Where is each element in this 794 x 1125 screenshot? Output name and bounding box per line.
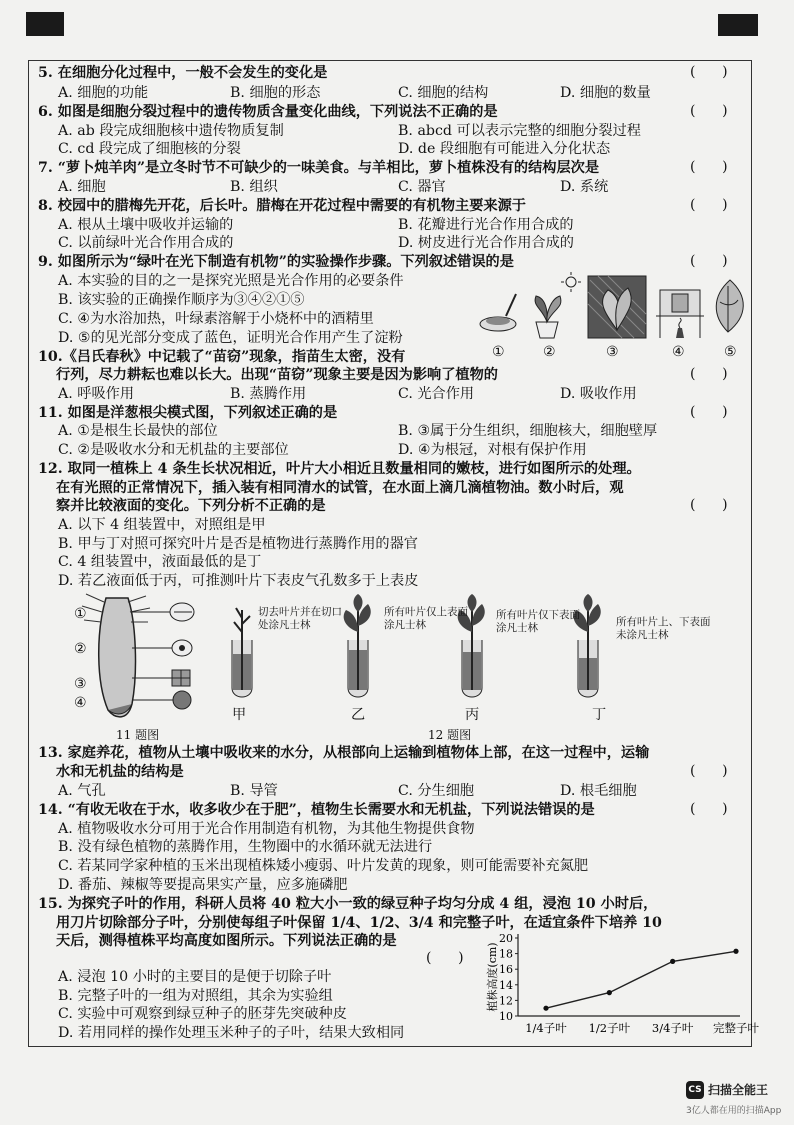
q11-option-c: C. ②是吸收水分和无机盐的主要部位 (58, 442, 289, 458)
q9-experiment-figure (476, 272, 756, 344)
root-label-4: ④ (74, 695, 87, 711)
q15-stem-line-2: 用刀片切除部分子叶，分别使每组子叶保留 1/4、1/2、3/4 和完整子叶，在适宜条件下培养 10 (56, 915, 662, 931)
tube-bing-note: 所有叶片仅下表面涂凡士林 (496, 609, 580, 634)
q15-answer-blank[interactable]: ( ) (426, 950, 464, 966)
q12-stem-line-1: 12. 取同一植株上 4 条生长状况相近，叶片大小相近且数量相同的嫩枝，进行如图所示的处理。 (38, 461, 641, 477)
chart-x-ticks (525, 1021, 759, 1035)
q6-answer-blank[interactable]: ( ) (690, 103, 728, 119)
tube-ding-note: 所有叶片上、下表面未涂凡士林 (616, 616, 711, 641)
q9-fig-label-3: ③ (606, 344, 619, 360)
q10-option-d: D. 吸收作用 (560, 386, 637, 402)
data-point (607, 990, 612, 995)
q10-option-c: C. 光合作用 (398, 386, 475, 402)
q15-stem-line-1: 15. 为探究子叶的作用，科研人员将 40 粒大小一致的绿豆种子均匀分成 4 组，浸泡 10 小时后， (38, 896, 658, 912)
q12-stem-line-2: 在有光照的正常情况下，插入装有相同清水的试管，在水面上滴几滴植物油。数小时后，观 (56, 480, 624, 496)
q12-answer-blank[interactable]: ( ) (690, 497, 728, 513)
tube-jia-label: 甲 (232, 707, 247, 723)
cell-detail-1-icon (170, 603, 194, 621)
chart-y-label: 植株高度(cm) (486, 942, 499, 1012)
chart-series-line (546, 951, 736, 1008)
cell-detail-2-icon (172, 640, 192, 656)
x-tick-label: 1/4子叶 (525, 1021, 567, 1035)
q5-option-a: A. 细胞的功能 (58, 85, 149, 101)
q5-option-d: D. 细胞的数量 (560, 85, 651, 101)
step-2-potted-plant-icon (535, 272, 581, 338)
q14-option-d: D. 番茄、辣椒等要提高果实产量，应多施磷肥 (58, 877, 348, 893)
x-tick-label: 3/4子叶 (651, 1021, 694, 1035)
q14-option-c: C. 若某同学家种植的玉米出现植株矮小瘦弱、叶片发黄的现象，则可能需要补充氮肥 (58, 858, 589, 874)
q12-option-b: B. 甲与丁对照可探究叶片是否是植物进行蒸腾作用的器官 (58, 536, 418, 552)
q5-answer-blank[interactable]: ( ) (690, 64, 728, 80)
x-tick-label: 1/2子叶 (588, 1021, 631, 1035)
q11-stem: 11. 如图是洋葱根尖模式图，下列叙述正确的是 (38, 405, 338, 421)
step-1-dish-icon (480, 294, 516, 331)
y-tick-label: 20 (499, 932, 513, 945)
q8-option-d: D. 树皮进行光合作用合成的 (398, 235, 574, 251)
q8-stem: 8. 校园中的腊梅先开花，后长叶。腊梅在开花过程中需要的有机物主要来源于 (38, 198, 526, 214)
q13-answer-blank[interactable]: ( ) (690, 763, 728, 779)
y-tick-label: 14 (499, 978, 513, 992)
q13-option-c: C. 分生细胞 (398, 783, 475, 799)
q9-answer-blank[interactable]: ( ) (690, 253, 728, 269)
q7-stem: 7. “萝卜炖羊肉”是立冬时节不可缺少的一味美食。与羊相比，萝卜植株没有的结构层次是 (38, 160, 600, 176)
q8-option-b: B. 花瓣进行光合作用合成的 (398, 217, 574, 233)
tube-bing-label: 丙 (465, 707, 480, 723)
x-tick-label: 完整子叶 (713, 1021, 759, 1035)
q9-fig-label-2: ② (543, 344, 556, 360)
q7-option-d: D. 系统 (560, 179, 609, 195)
q7-option-c: C. 器官 (398, 179, 446, 195)
q9-option-c: C. ④为水浴加热，叶绿素溶解于小烧杯中的酒精里 (58, 311, 374, 327)
q15-stem-line-3: 天后，测得植株平均高度如图所示。下列说法正确的是 (56, 933, 397, 949)
cell-detail-3-icon (172, 670, 190, 686)
q13-option-a: A. 气孔 (58, 783, 106, 799)
q15-option-b: B. 完整子叶的一组为对照组，其余为实验组 (58, 988, 333, 1004)
q14-option-b: B. 没有绿色植物的蒸腾作用，生物圈中的水循环就无法进行 (58, 839, 433, 855)
q13-stem-line-2: 水和无机盐的结构是 (56, 764, 184, 780)
q10-option-b: B. 蒸腾作用 (230, 386, 307, 402)
q11-answer-blank[interactable]: ( ) (690, 404, 728, 420)
step-3-plant-in-dark-box-icon (588, 276, 646, 338)
figure-12-caption: 12 题图 (428, 728, 472, 742)
q6-option-b: B. abcd 可以表示完整的细胞分裂过程 (398, 123, 641, 139)
q14-option-a: A. 植物吸收水分可用于光合作用制造有机物，为其他生物提供食物 (58, 821, 475, 837)
q8-option-a: A. 根从土壤中吸收并运输的 (58, 217, 234, 233)
q7-option-b: B. 组织 (230, 179, 278, 195)
q6-option-a: A. ab 段完成细胞核中遗传物质复制 (58, 123, 284, 139)
tube-yi-note: 所有叶片仅上表面涂凡士林 (384, 606, 468, 631)
q15-option-c: C. 实验中可观察到绿豆种子的胚芽先突破种皮 (58, 1006, 347, 1022)
q10-stem-line-1: 10.《吕氏春秋》中记载了“苗窃”现象，指苗生太密，没有 (38, 349, 406, 365)
q5-option-c: C. 细胞的结构 (398, 85, 489, 101)
y-tick-label: 12 (499, 994, 513, 1008)
q14-answer-blank[interactable]: ( ) (690, 801, 728, 817)
y-tick-label: 10 (499, 1010, 513, 1023)
y-tick-label: 18 (499, 947, 513, 961)
root-label-1: ① (74, 606, 87, 622)
registration-mark-right (718, 14, 758, 36)
q12-option-a: A. 以下 4 组装置中，对照组是甲 (58, 517, 266, 533)
q12-option-d: D. 若乙液面低于丙，可推测叶片下表皮气孔数多于上表皮 (58, 573, 419, 589)
q9-stem: 9. 如图所示为“绿叶在光下制造有机物”的实验操作步骤。下列叙述错误的是 (38, 254, 514, 270)
q9-option-a: A. 本实验的目的之一是探究光照是光合作用的必要条件 (58, 273, 404, 289)
root-label-2: ② (74, 641, 87, 657)
q13-option-b: B. 导管 (230, 783, 278, 799)
q7-answer-blank[interactable]: ( ) (690, 159, 728, 175)
q9-fig-label-4: ④ (672, 344, 685, 360)
y-tick-label: 16 (499, 963, 513, 977)
tube-yi-label: 乙 (351, 707, 366, 723)
q7-option-a: A. 细胞 (58, 179, 106, 195)
scanner-logo-icon: CS (686, 1081, 704, 1099)
q8-option-c: C. 以前绿叶光合作用合成的 (58, 235, 234, 251)
step-4-water-bath-icon (656, 290, 704, 338)
tube-yi (344, 594, 371, 697)
cell-detail-4-icon (173, 691, 191, 709)
q9-fig-label-1: ① (492, 344, 505, 360)
q9-option-d: D. ⑤的见光部分变成了蓝色，证明光合作用产生了淀粉 (58, 330, 403, 346)
registration-mark-left (26, 12, 64, 36)
step-5-leaf-icon (716, 280, 743, 332)
q12-option-c: C. 4 组装置中，液面最低的是丁 (58, 554, 262, 570)
data-point (670, 959, 675, 964)
q9-option-b: B. 该实验的正确操作顺序为③④②①⑤ (58, 292, 305, 308)
chart-y-ticks (499, 932, 518, 1023)
data-point (733, 949, 738, 954)
q11-option-a: A. ①是根生长最快的部位 (58, 423, 218, 439)
figure-11-caption: 11 题图 (116, 728, 160, 742)
q10-option-a: A. 呼吸作用 (58, 386, 135, 402)
q15-option-d: D. 若用同样的操作处理玉米种子的子叶，结果大致相同 (58, 1025, 405, 1041)
tube-ding-label: 丁 (592, 707, 607, 723)
q5-stem: 5. 在细胞分化过程中，一般不会发生的变化是 (38, 65, 328, 81)
q11-option-d: D. ④为根冠，对根有保护作用 (398, 442, 587, 458)
q10-answer-blank[interactable]: ( ) (690, 366, 728, 382)
data-point (543, 1006, 548, 1011)
q11-option-b: B. ③属于分生组织，细胞核大，细胞壁厚 (398, 423, 658, 439)
q13-option-d: D. 根毛细胞 (560, 783, 637, 799)
root-label-3: ③ (74, 676, 87, 692)
q8-answer-blank[interactable]: ( ) (690, 197, 728, 213)
q15-line-chart (484, 930, 759, 1040)
q6-option-d: D. de 段细胞有可能进入分化状态 (398, 141, 611, 157)
scanner-tagline: 3亿人都在用的扫描App (686, 1106, 782, 1116)
q6-stem: 6. 如图是细胞分裂过程中的遗传物质含量变化曲线，下列说法不正确的是 (38, 104, 498, 120)
q9-fig-label-5: ⑤ (724, 344, 737, 360)
scanner-app-name: 扫描全能王 (708, 1083, 769, 1097)
q15-option-a: A. 浸泡 10 小时的主要目的是便于切除子叶 (58, 969, 332, 985)
q12-stem-line-3: 察并比较液面的变化。下列分析不正确的是 (56, 498, 326, 514)
q14-stem: 14. “有收无收在于水，收多收少在于肥”，植物生长需要水和无机盐，下列说法错误的是 (38, 802, 595, 818)
q5-option-b: B. 细胞的形态 (230, 85, 321, 101)
tube-jia (232, 608, 252, 697)
q6-option-c: C. cd 段完成了细胞核的分裂 (58, 141, 241, 157)
tube-jia-note: 切去叶片并在切口处涂凡士林 (258, 606, 342, 631)
q10-stem-line-2: 行列，尽力耕耘也难以长大。出现“苗窃”现象主要是因为影响了植物的 (56, 367, 498, 383)
q13-stem-line-1: 13. 家庭养花，植物从土壤中吸收来的水分，从根部向上运输到植物体上部，在这一过程中，运输 (38, 745, 650, 761)
